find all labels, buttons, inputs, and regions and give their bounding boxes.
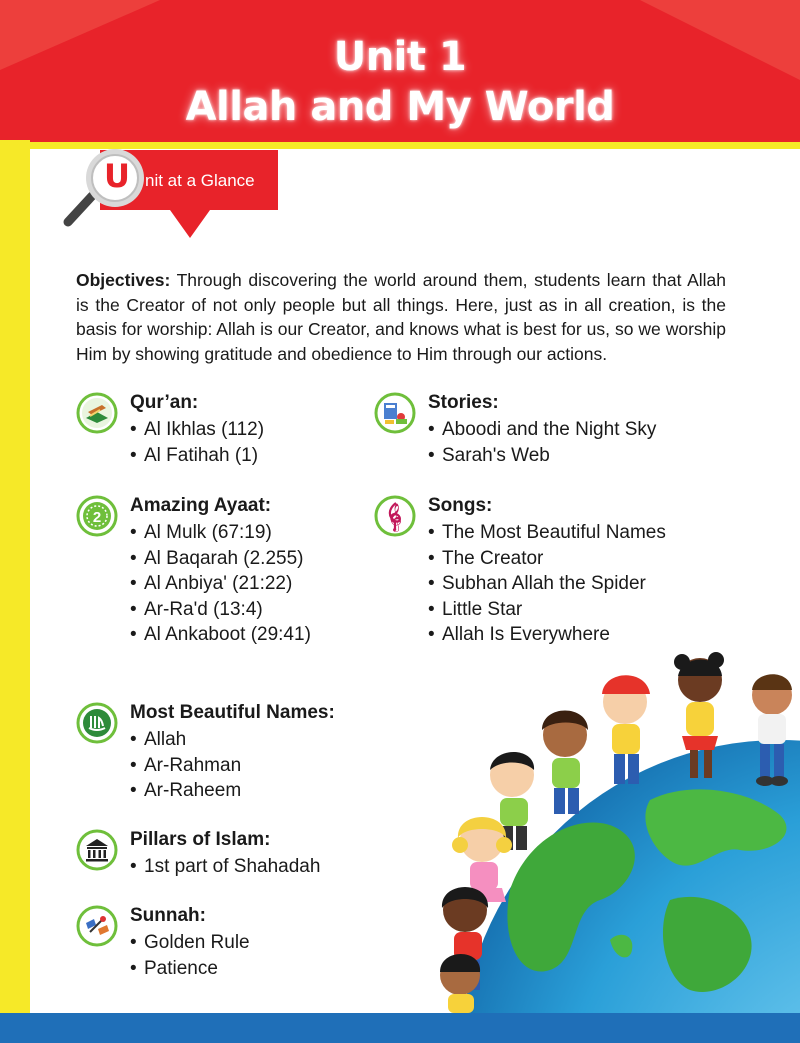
list-item: • Al Mulk (67:19) — [130, 520, 311, 546]
list-item: • The Creator — [428, 546, 666, 572]
sunnah-list — [130, 930, 250, 981]
title-line-1: Unit 1 — [333, 34, 467, 80]
ayaat-list — [130, 520, 311, 648]
objectives-paragraph — [76, 268, 726, 366]
svg-text:2: 2 — [92, 509, 102, 526]
pillars-heading: Pillars of Islam: — [130, 829, 271, 850]
sunnah-hands-icon — [76, 905, 118, 947]
svg-text:𝄞: 𝄞 — [387, 503, 403, 531]
objectives-label: Objectives: — [76, 270, 171, 290]
list-item: • Subhan Allah the Spider — [428, 571, 666, 597]
list-item: • Ar-Rahman — [130, 753, 241, 779]
page-title — [0, 32, 800, 132]
magnifier-handle — [68, 196, 92, 222]
names-heading: Most Beautiful Names: — [130, 702, 335, 723]
magnifier-icon: U — [104, 157, 130, 195]
list-item: • Al Ankaboot (29:41) — [130, 622, 311, 648]
list-item: • Sarah's Web — [428, 443, 656, 469]
stories-list — [428, 417, 656, 468]
list-item: • 1st part of Shahadah — [130, 854, 320, 880]
objectives-text: Through discovering the world around them, students learn that Allah is the Creator of not only people but all things. Here, just as in all creation, is the basis for worship: Allah is our Creator, and knows what is best for us, so we worship Him by showing gratitude and obedience to Him through our actions. — [76, 270, 726, 364]
ayaat-heading: Amazing Ayaat: — [130, 495, 272, 516]
child-figure — [602, 675, 650, 784]
pillar-building-icon — [76, 829, 118, 871]
sunnah-heading: Sunnah: — [130, 905, 206, 926]
list-item: • Aboodi and the Night Sky — [428, 417, 656, 443]
list-item: • Ar-Raheem — [130, 778, 241, 804]
list-item: • Al Ikhlas (112) — [130, 417, 264, 443]
allah-calligraphy-icon — [76, 702, 118, 744]
list-item: • Allah — [130, 727, 241, 753]
list-item: • Al Fatihah (1) — [130, 443, 264, 469]
songs-list — [428, 520, 666, 648]
music-note-icon — [374, 495, 416, 537]
list-item: • Al Anbiya' (21:22) — [130, 571, 311, 597]
stories-heading: Stories: — [428, 392, 499, 413]
title-line-2: Allah and My World — [185, 84, 615, 130]
glance-label: nit at a Glance — [145, 171, 255, 190]
list-item: • Ar-Ra'd (13:4) — [130, 597, 311, 623]
list-item: • Golden Rule — [130, 930, 250, 956]
unit-at-a-glance-badge — [60, 148, 280, 243]
quran-list — [130, 417, 264, 468]
names-list — [130, 727, 241, 804]
unit-header — [0, 0, 800, 150]
list-item: • Allah Is Everywhere — [428, 622, 666, 648]
quran-heading: Qur’an: — [130, 392, 199, 413]
pillars-list — [130, 854, 320, 880]
child-figure — [542, 711, 588, 815]
songs-heading: Songs: — [428, 495, 493, 516]
quran-book-icon — [76, 392, 118, 434]
list-item: • Patience — [130, 956, 250, 982]
list-item: • Little Star — [428, 597, 666, 623]
storybook-icon — [374, 392, 416, 434]
number-badge-icon — [76, 495, 118, 537]
left-margin-strip — [0, 140, 30, 1020]
children-around-globe-illustration — [420, 640, 800, 1013]
list-item: • Al Baqarah (2.255) — [130, 546, 311, 572]
list-item: • The Most Beautiful Names — [428, 520, 666, 546]
footer-bar — [0, 1013, 800, 1043]
